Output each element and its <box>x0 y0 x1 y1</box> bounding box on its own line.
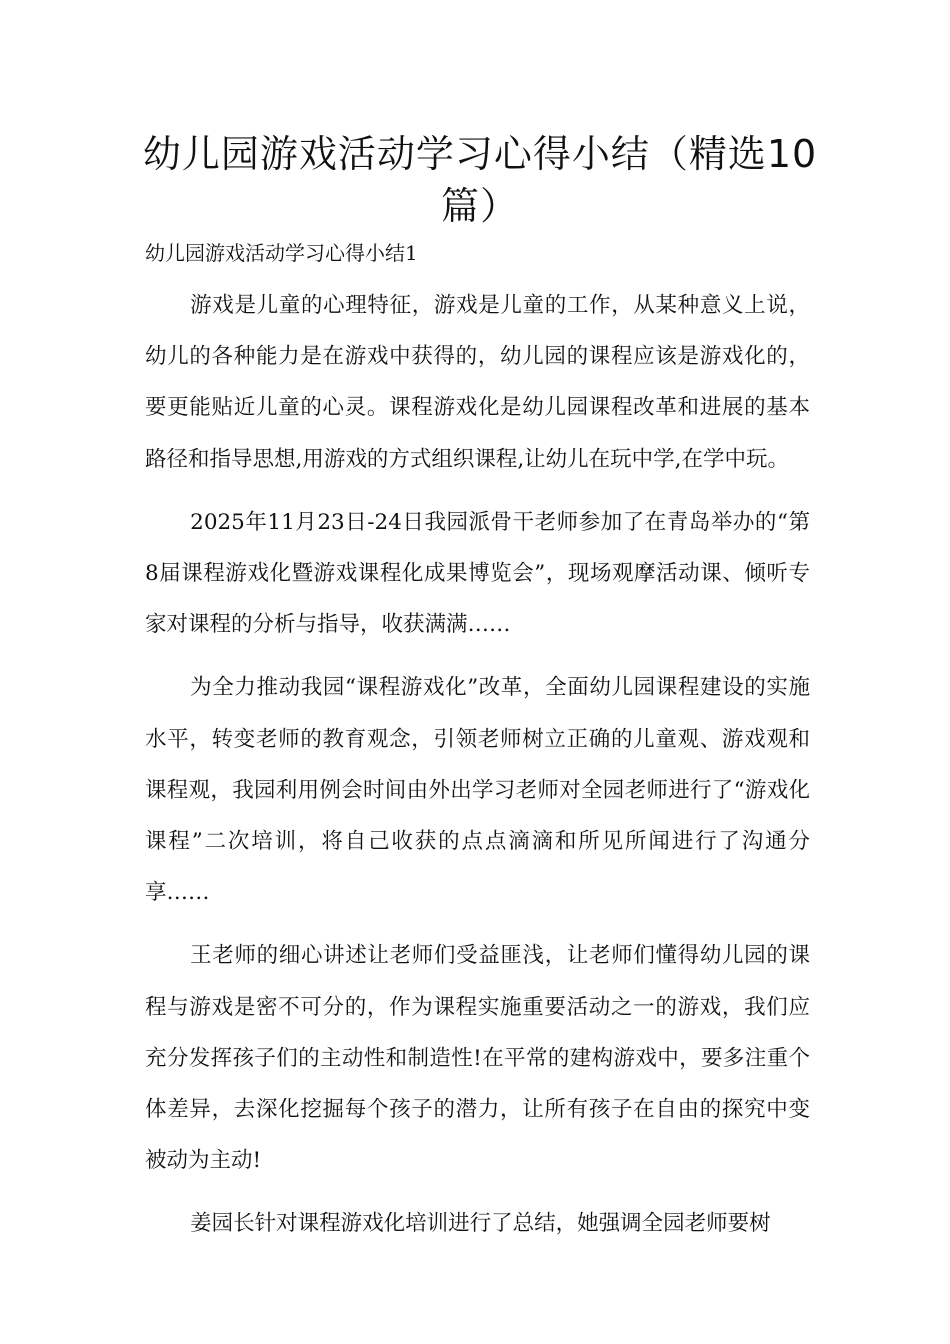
section-heading: 幼儿园游戏活动学习心得小结1 <box>145 241 418 265</box>
document-title: 幼儿园游戏活动学习心得小结（精选10篇） <box>142 132 818 228</box>
paragraph: 王老师的细心讲述让老师们受益匪浅，让老师们懂得幼儿园的课程与游戏是密不可分的，作为课程实施重要活动之一的游戏，我们应充分发挥孩子们的主动性和制造性!在平常的建构游戏中，要多注重个体差异，去深化挖掘每个孩子的潜力，让所有孩子在自由的探究中变被动为主动! <box>145 943 810 1174</box>
paragraph: 游戏是儿童的心理特征，游戏是儿童的工作，从某种意义上说，幼儿的各种能力是在游戏中获得的，幼儿园的课程应该是游戏化的，要更能贴近儿童的心灵。课程游戏化是幼儿园课程改革和进展的基本路径和指导思想,用游戏的方式组织课程,让幼儿在玩中学,在学中玩。 <box>145 293 810 472</box>
paragraph: 2025年11月23日-24日我园派骨干老师参加了在青岛举办的“第8届课程游戏化暨游戏课程化成果博览会”，现场观摩活动课、倾听专家对课程的分析与指导，收获满满…… <box>145 509 810 638</box>
paragraph: 姜园长针对课程游戏化培训进行了总结，她强调全园老师要树 <box>190 1211 771 1237</box>
paragraph: 为全力推动我园“课程游戏化”改革，全面幼儿园课程建设的实施水平，转变老师的教育观念，引领老师树立正确的儿童观、游戏观和课程观，我园利用例会时间由外出学习老师对全园老师进行了“游戏化课程”二次培训，将自己收获的点点滴滴和所见所闻进行了沟通分享…… <box>145 675 810 906</box>
document-body <box>145 280 810 1262</box>
